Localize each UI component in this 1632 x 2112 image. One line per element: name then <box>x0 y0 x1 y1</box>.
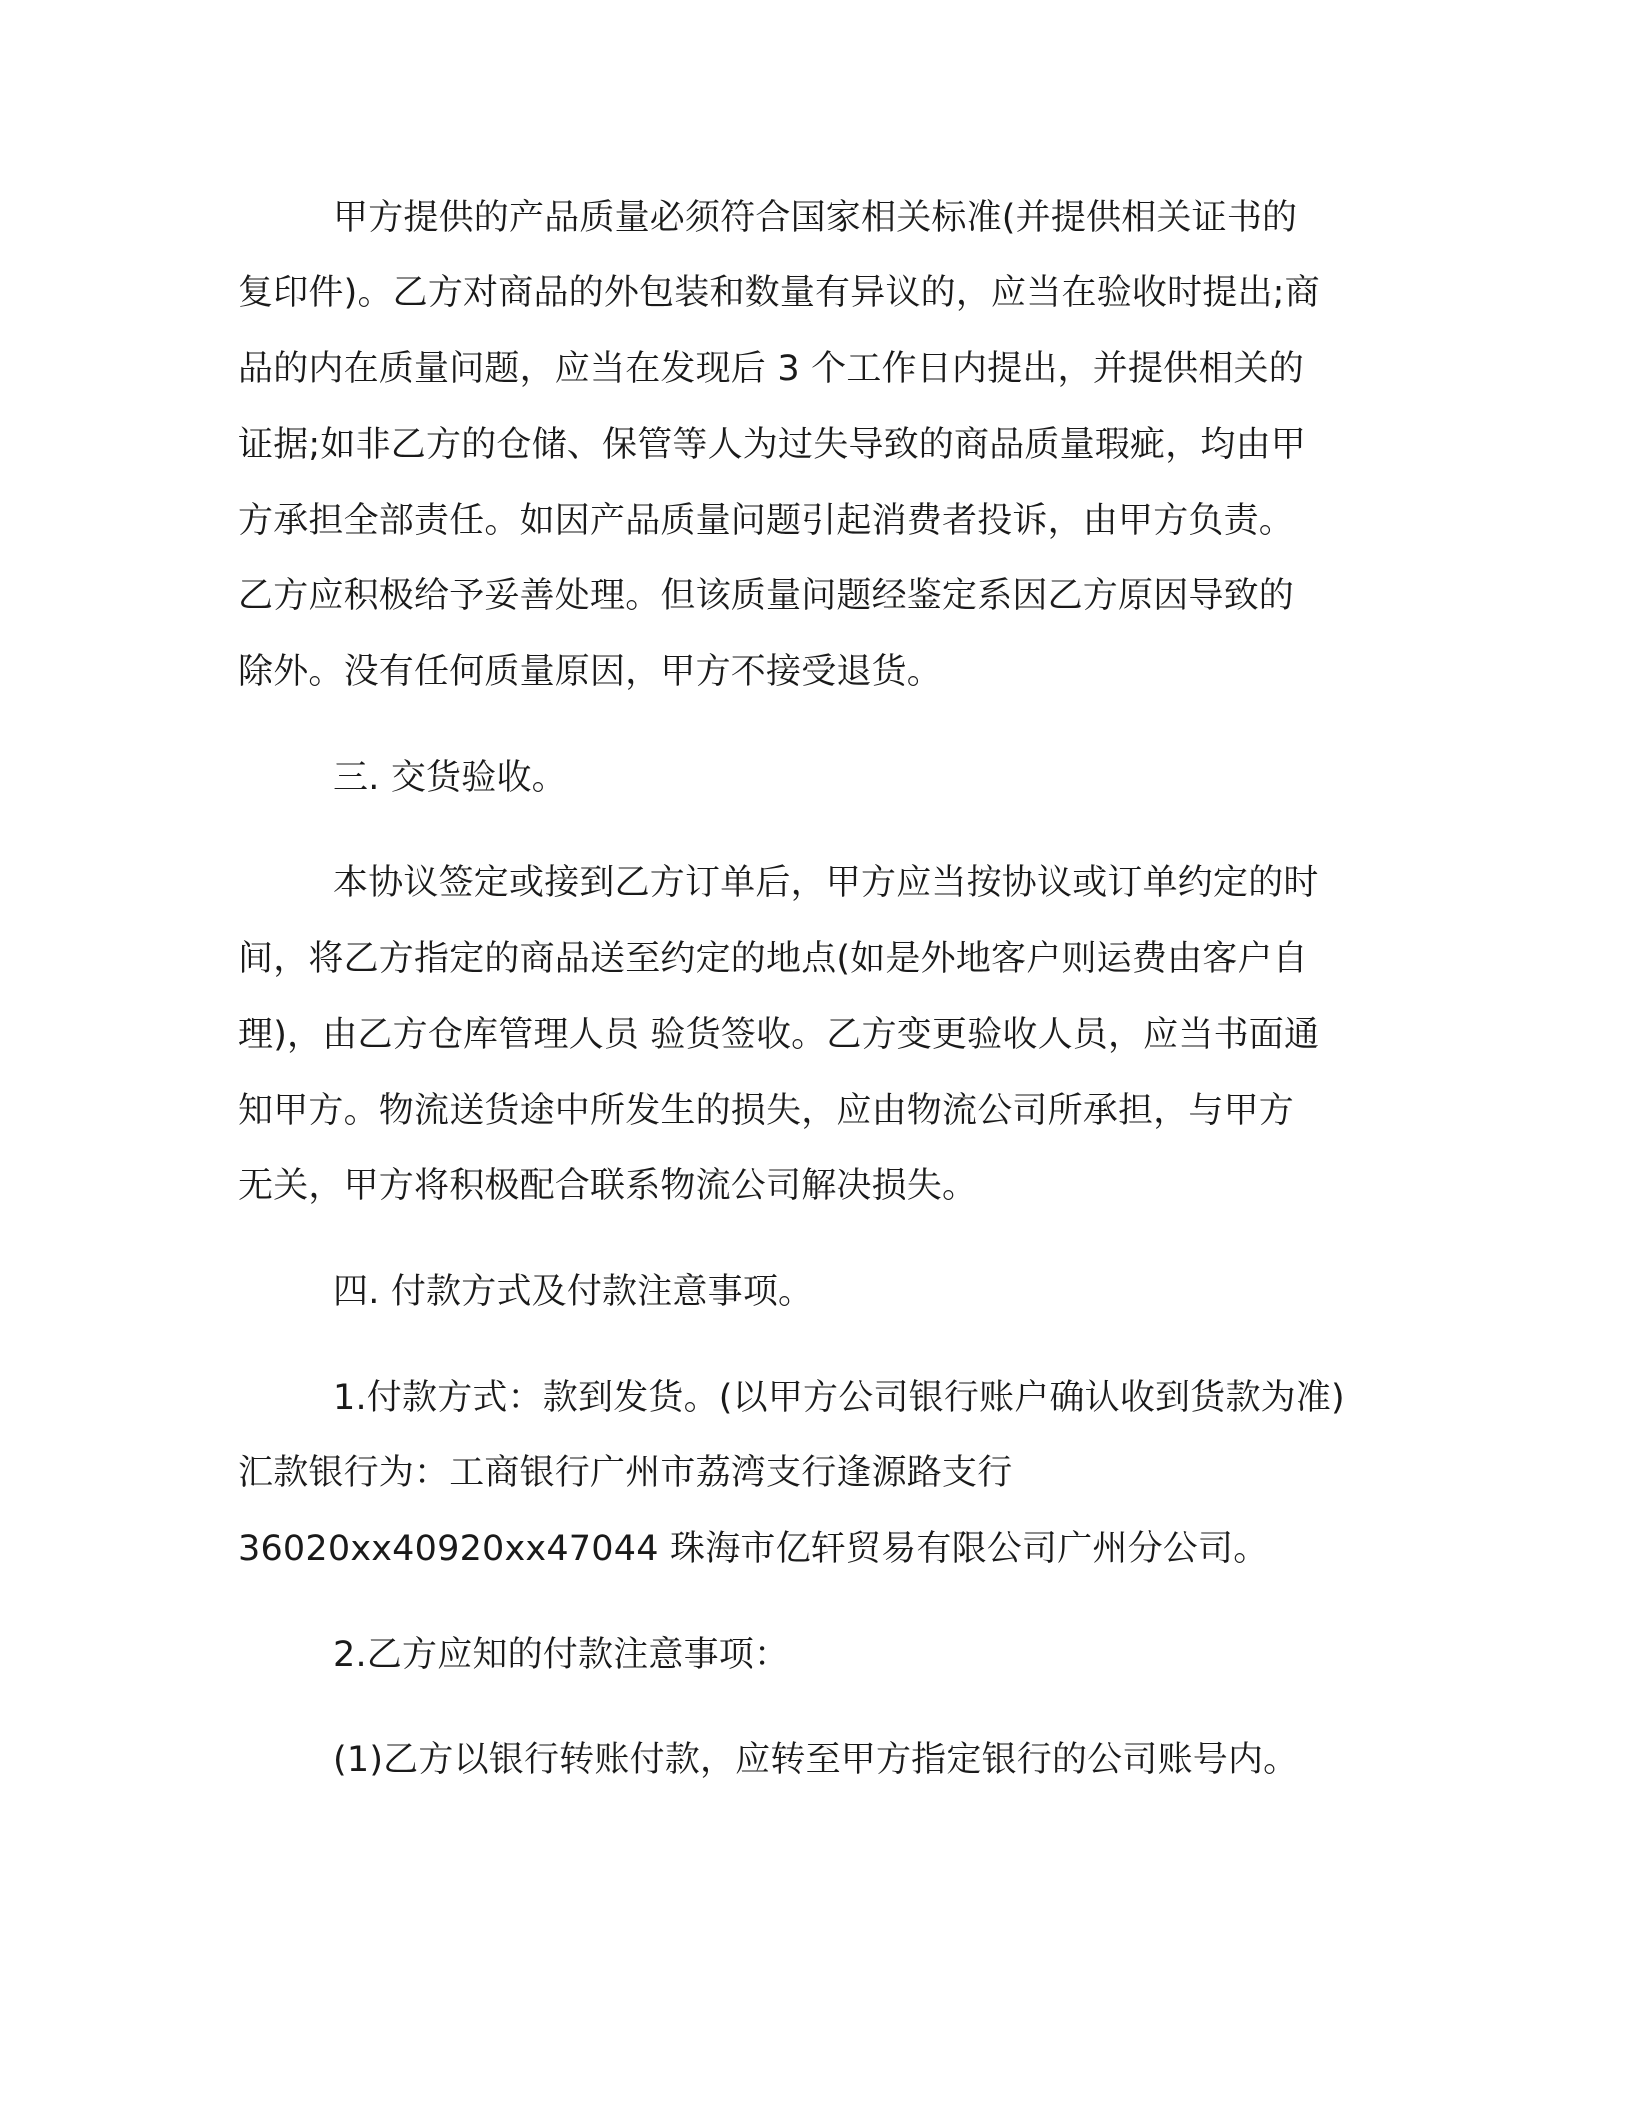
text-line: 证据;如非乙方的仓储、保管等人为过失导致的商品质量瑕疵，均由甲 <box>238 425 1306 465</box>
text-line: 品的内在质量问题，应当在发现后 3 个工作日内提出，并提供相关的 <box>238 349 1304 389</box>
text-line: 间，将乙方指定的商品送至约定的地点(如是外地客户则运费由客户自 <box>238 939 1308 979</box>
text-line: 1.付款方式：款到发货。(以甲方公司银行账户确认收到货款为准) <box>333 1378 1345 1418</box>
text-line: 除外。没有任何质量原因，甲方不接受退货。 <box>238 652 943 692</box>
text-line: 方承担全部责任。如因产品质量问题引起消费者投诉，由甲方负责。 <box>238 501 1295 541</box>
section-heading-delivery: 三. 交货验收。 <box>333 758 567 798</box>
text-line: 36020xx40920xx47044 珠海市亿轩贸易有限公司广州分公司。 <box>238 1529 1269 1569</box>
text-line: 乙方应积极给予妥善处理。但该质量问题经鉴定系因乙方原因导致的 <box>238 576 1295 616</box>
text-line: 汇款银行为：工商银行广州市荔湾支行逢源路支行 <box>238 1453 1013 1493</box>
text-line: 知甲方。物流送货途中所发生的损失，应由物流公司所承担，与甲方 <box>238 1091 1295 1131</box>
payment-note-item: (1)乙方以银行转账付款，应转至甲方指定银行的公司账号内。 <box>333 1740 1299 1780</box>
text-line: 甲方提供的产品质量必须符合国家相关标准(并提供相关证书的 <box>333 198 1298 238</box>
payment-notes-heading: 2.乙方应知的付款注意事项： <box>333 1635 790 1675</box>
section-heading-payment: 四. 付款方式及付款注意事项。 <box>333 1272 814 1312</box>
text-line: 无关，甲方将积极配合联系物流公司解决损失。 <box>238 1166 978 1206</box>
text-line: 本协议签定或接到乙方订单后，甲方应当按协议或订单约定的时 <box>333 863 1319 903</box>
text-line: 理)，由乙方仓库管理人员 验货签收。乙方变更验收人员，应当书面通 <box>238 1015 1320 1055</box>
text-line: 复印件)。乙方对商品的外包装和数量有异议的，应当在验收时提出;商 <box>238 273 1320 313</box>
